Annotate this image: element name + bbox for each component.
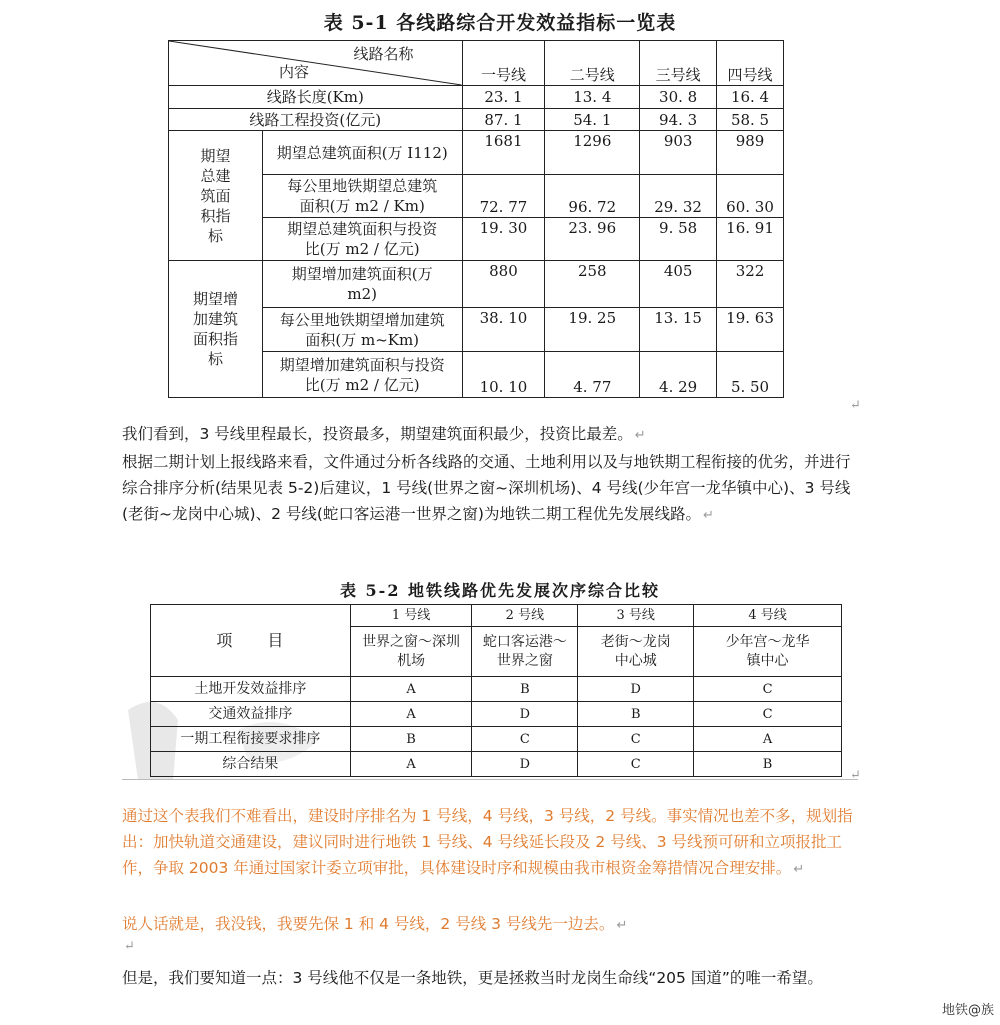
- return-mark-icon: ↵: [616, 918, 628, 933]
- t2-row3-v4: A: [694, 727, 842, 752]
- paragraph-1: [122, 421, 862, 449]
- group1-row3-v2: 23. 96: [545, 218, 640, 261]
- group2-row2-v1: 38. 10: [462, 308, 545, 352]
- row-length-v4: 16. 4: [717, 86, 784, 109]
- paragraph-2-text: 根据二期计划上报线路来看，文件通过分析各线路的交通、土地利用以及与地铁期工程衔接的优劣，并进行综合排序分析(结果见表 5-2)后建议，1 号线(世界之窗~深圳机场)、4 号线(少年宫一龙华镇中心)、3 号线(老街~龙岗中心城)、2 号线(蛇口客运港一世界之窗)为地铁二期工程优先发展线路。: [122, 453, 851, 523]
- paragraph-4: [122, 911, 862, 939]
- row-invest-v3: 94. 3: [640, 109, 717, 131]
- t2-row1-label: 土地开发效益排序: [151, 677, 351, 702]
- t2-row4-v4: B: [694, 752, 842, 777]
- group1-label: 期望总建筑面积指标: [169, 131, 263, 261]
- t2-row2-v2: D: [472, 702, 578, 727]
- group2-label: 期望增加建筑面积指标: [169, 261, 263, 398]
- table1-title: 表 5-1 各线路综合开发效益指标一览表: [323, 12, 677, 34]
- col-line3: 三号线: [640, 41, 717, 86]
- t2-row3-label: 一期工程衔接要求排序: [151, 727, 351, 752]
- group1-row3-v1: 19. 30: [462, 218, 545, 261]
- group2-row3-v1: 10. 10: [462, 352, 545, 398]
- t2-row2-v4: C: [694, 702, 842, 727]
- group2-row1-v1: 880: [462, 261, 545, 308]
- table2-title: 表 5-2 地铁线路优先发展次序综合比较: [339, 581, 661, 600]
- group2-row3-v2: 4. 77: [545, 352, 640, 398]
- return-mark-icon: ↵: [793, 862, 805, 877]
- t2-row1-v3: D: [578, 677, 694, 702]
- group1-row2-v2: 96. 72: [545, 175, 640, 218]
- t2-row1-v4: C: [694, 677, 842, 702]
- paragraph-1-text: 我们看到，3 号线里程最长，投资最多，期望建筑面积最少，投资比最差。: [122, 425, 633, 443]
- return-mark-icon: ↵: [634, 428, 646, 443]
- paragraph-2: [122, 449, 862, 529]
- t2-row2-v3: B: [578, 702, 694, 727]
- t2-line4: 4 号线: [694, 605, 842, 627]
- t2-route1: 世界之窗～深圳机场: [350, 627, 472, 677]
- paragraph-5-text: 但是，我们要知道一点：3 号线他不仅是一条地铁，更是拯救当时龙岗生命线“205 国道”的唯一希望。: [122, 969, 823, 987]
- row-invest-label: 线路工程投资(亿元): [169, 109, 463, 131]
- group1-row1-label: 期望总建筑面积(万 I112): [262, 131, 462, 175]
- separator-line: [122, 779, 858, 780]
- row-invest-v4: 58. 5: [717, 109, 784, 131]
- t2-line3: 3 号线: [578, 605, 694, 627]
- table1: [168, 40, 784, 398]
- group2-row1-v3: 405: [640, 261, 717, 308]
- paragraph-5: [122, 965, 862, 991]
- t2-row3-v3: C: [578, 727, 694, 752]
- t2-row1-v2: B: [472, 677, 578, 702]
- group2-row2-v2: 19. 25: [545, 308, 640, 352]
- header-content: 内容: [279, 63, 310, 81]
- group1-row1-v3: 903: [640, 131, 717, 175]
- group2-row3-label: 期望增加建筑面积与投资比(万 m2 / 亿元): [262, 352, 462, 398]
- t2-line1: 1 号线: [350, 605, 472, 627]
- group1-row3-label: 期望总建筑面积与投资比(万 m2 / 亿元): [262, 218, 462, 261]
- group1-row2-v3: 29. 32: [640, 175, 717, 218]
- col-line2: 二号线: [545, 41, 640, 86]
- group1-row2-v1: 72. 77: [462, 175, 545, 218]
- group1-row1-v1: 1681: [462, 131, 545, 175]
- row-length-label: 线路长度(Km): [169, 86, 463, 109]
- group1-row2-label: 每公里地铁期望总建筑面积(万 m2 / Km): [262, 175, 462, 218]
- group1-row3-v3: 9. 58: [640, 218, 717, 261]
- row-invest-v2: 54. 1: [545, 109, 640, 131]
- header-line-name: 线路名称: [353, 45, 414, 63]
- col-line1: 一号线: [462, 41, 545, 86]
- t2-row3-v2: C: [472, 727, 578, 752]
- group2-row3-v3: 4. 29: [640, 352, 717, 398]
- t2-row4-v3: C: [578, 752, 694, 777]
- t2-row2-label: 交通效益排序: [151, 702, 351, 727]
- col-line4: 四号线: [717, 41, 784, 86]
- group2-row1-label: 期望增加建筑面积(万 m2): [262, 261, 462, 308]
- table2-item-header: 项 目: [151, 605, 351, 677]
- return-mark-icon: ↵: [850, 398, 861, 413]
- group1-row1-v4: 989: [717, 131, 784, 175]
- group2-row1-v4: 322: [717, 261, 784, 308]
- group2-row2-v4: 19. 63: [717, 308, 784, 352]
- return-mark-icon: ↵: [850, 768, 861, 783]
- group1-row3-v4: 16. 91: [717, 218, 784, 261]
- group1-row1-v2: 1296: [545, 131, 640, 175]
- group1-row2-v4: 60. 30: [717, 175, 784, 218]
- t2-row4-v2: D: [472, 752, 578, 777]
- table2: [150, 604, 842, 777]
- t2-route4: 少年宫～龙华镇中心: [694, 627, 842, 677]
- t2-row4-label: 综合结果: [151, 752, 351, 777]
- row-length-v2: 13. 4: [545, 86, 640, 109]
- paragraph-4-text: 说人话就是，我没钱，我要先保 1 和 4 号线，2 号线 3 号线先一边去。: [122, 915, 615, 933]
- t2-route2: 蛇口客运港～世界之窗: [472, 627, 578, 677]
- group2-row2-label: 每公里地铁期望增加建筑面积(万 m~Km): [262, 308, 462, 352]
- paragraph-3-text: 通过这个表我们不难看出，建设时序排名为 1 号线，4 号线，3 号线，2 号线。事实情况也差不多，规划指出：加快轨道交通建设，建议同时进行地铁 1 号线、4 号线延长段及 2 号线、3 号线预可研和立项报批工作，争取 2003 年通过国家计委立项审批，具体建设时序和规模由我市根资金筹措情况合理安排。: [122, 807, 853, 877]
- paragraph-3: [122, 803, 862, 883]
- row-length-v1: 23. 1: [462, 86, 545, 109]
- group2-row3-v4: 5. 50: [717, 352, 784, 398]
- t2-route3: 老街～龙岗中心城: [578, 627, 694, 677]
- t2-row2-v1: A: [350, 702, 472, 727]
- group2-row1-v2: 258: [545, 261, 640, 308]
- t2-row3-v1: B: [350, 727, 472, 752]
- t2-line2: 2 号线: [472, 605, 578, 627]
- group2-row2-v3: 13. 15: [640, 308, 717, 352]
- row-invest-v1: 87. 1: [462, 109, 545, 131]
- row-length-v3: 30. 8: [640, 86, 717, 109]
- t2-row1-v1: A: [350, 677, 472, 702]
- t2-row4-v1: A: [350, 752, 472, 777]
- site-logo: 地铁@族: [941, 1003, 994, 1018]
- table1-corner-header: [169, 41, 463, 86]
- return-mark-icon: ↵: [124, 939, 135, 954]
- return-mark-icon: ↵: [702, 508, 714, 523]
